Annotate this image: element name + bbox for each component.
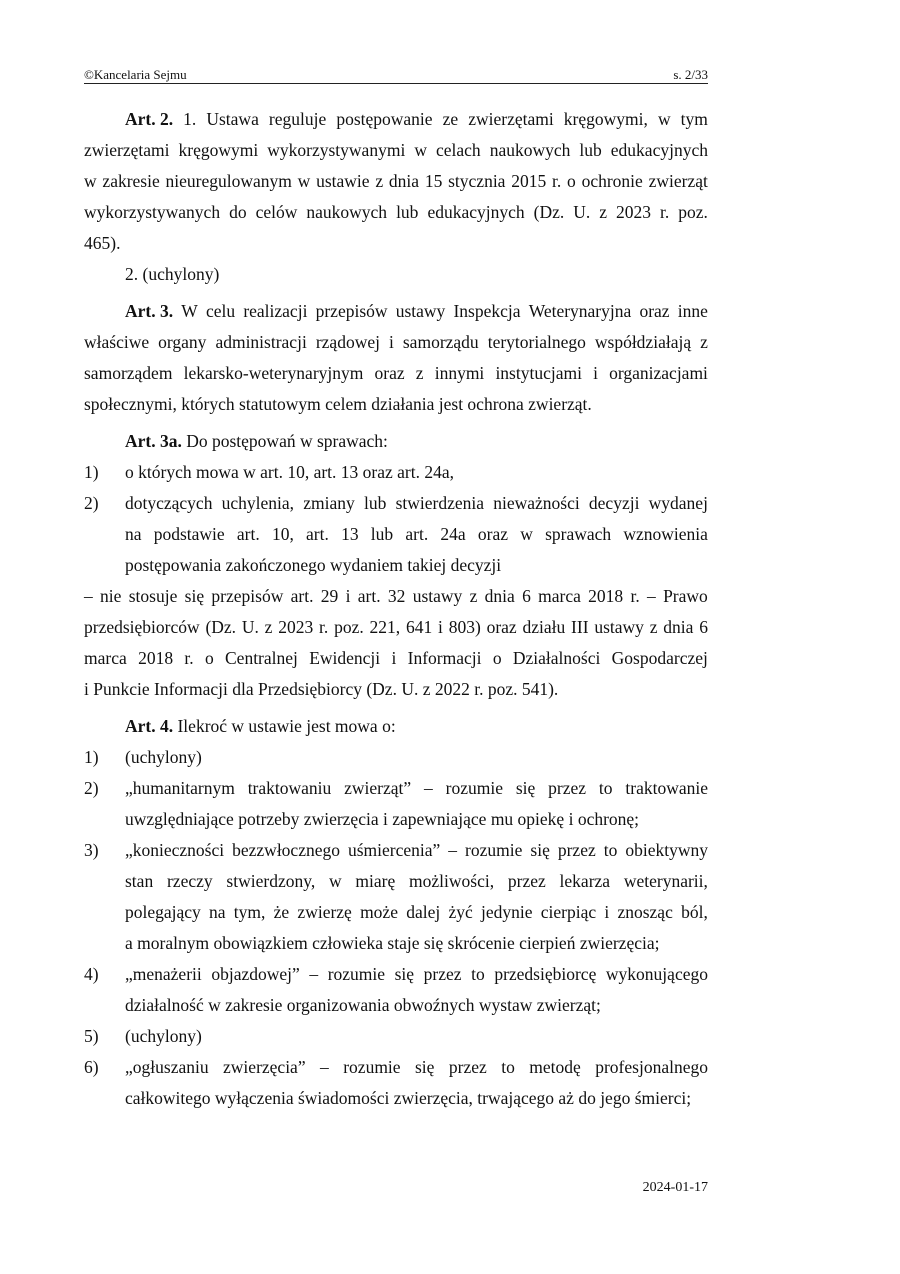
article-3a-intro: Art. 3a. Do postępowań w sprawach: bbox=[125, 431, 388, 451]
list-item: 6) „ogłuszaniu zwierzęcia” – rozumie się przez to metodę profesjonalnego bbox=[84, 1057, 708, 1077]
header-source: ©Kancelaria Sejmu bbox=[84, 67, 187, 82]
article-3a-closing-line: marca 2018 r. o Centralnej Ewidencji i Informacji o Działalności Gospodarczej bbox=[84, 648, 708, 668]
article-4-intro: Art. 4. Ilekroć w ustawie jest mowa o: bbox=[125, 716, 396, 736]
article-3a-closing-line: – nie stosuje się przepisów art. 29 i art. 32 ustawy z dnia 6 marca 2018 r. – Prawo bbox=[84, 586, 708, 606]
list-item-line: postępowania zakończonego wydaniem takiej decyzji bbox=[125, 555, 502, 575]
article-heading: Art. 3. bbox=[125, 301, 174, 321]
article-4 bbox=[84, 711, 708, 1114]
list-item-line: polegający na tym, że zwierzę może dalej żyć jedynie cierpiąc i znosząc ból, bbox=[125, 902, 708, 922]
article-heading: Art. 4. bbox=[125, 716, 174, 736]
article-3 bbox=[84, 296, 708, 420]
list-item: 1) (uchylony) bbox=[84, 747, 202, 767]
article-2-line: zwierzętami kręgowymi wykorzystywanymi w celach naukowych lub edukacyjnych bbox=[84, 140, 708, 160]
list-item-line: stan rzeczy stwierdzony, w miarę możliwości, przez lekarza weterynarii, bbox=[125, 871, 708, 891]
article-2-line: w zakresie nieuregulowanym w ustawie z dnia 15 stycznia 2015 r. o ochronie zwierząt bbox=[84, 171, 708, 191]
article-heading: Art. 3a. bbox=[125, 431, 182, 451]
article-2 bbox=[84, 104, 708, 290]
header-page-number: s. 2/33 bbox=[673, 67, 708, 82]
list-item-line: na podstawie art. 10, art. 13 lub art. 24a oraz w sprawach wznowienia bbox=[125, 524, 708, 544]
article-3-line: samorządem lekarsko-weterynaryjnym oraz z innymi instytucjami i organizacjami bbox=[84, 363, 708, 383]
list-item: 3) „konieczności bezzwłocznego uśmiercenia” – rozumie się przez to obiektywny bbox=[84, 840, 708, 860]
list-item: 2) dotyczących uchylenia, zmiany lub stwierdzenia nieważności decyzji wydanej bbox=[84, 493, 708, 513]
article-3-line: właściwe organy administracji rządowej i samorządu terytorialnego współdziałają z bbox=[84, 332, 708, 352]
list-item-line: uwzględniające potrzeby zwierzęcia i zapewniające mu opiekę i ochronę; bbox=[125, 809, 640, 829]
article-3a-closing-line: przedsiębiorców (Dz. U. z 2023 r. poz. 221, 641 i 803) oraz działu III ustawy z dnia 6 bbox=[84, 617, 708, 637]
article-3-line: Art. 3. W celu realizacji przepisów ustawy Inspekcja Weterynaryjna oraz inne bbox=[84, 296, 708, 327]
article-3a bbox=[84, 426, 708, 705]
list-item: 2) „humanitarnym traktowaniu zwierząt” – rozumie się przez to traktowanie bbox=[84, 778, 708, 798]
page-footer-date: 2024-01-17 bbox=[642, 1180, 708, 1195]
article-3a-closing-line: i Punkcie Informacji dla Przedsiębiorcy (Dz. U. z 2022 r. poz. 541). bbox=[84, 679, 559, 699]
article-2-line: 465). bbox=[84, 233, 121, 253]
article-2-paragraph-2: 2. (uchylony) bbox=[125, 264, 220, 284]
list-item-line: działalność w zakresie organizowania obwoźnych wystaw zwierząt; bbox=[125, 995, 601, 1015]
article-3-line: społecznymi, których statutowym celem działania jest ochrona zwierząt. bbox=[84, 394, 592, 414]
document-body bbox=[84, 104, 708, 1114]
list-item: 4) „menażerii objazdowej” – rozumie się przez to przedsiębiorcę wykonującego bbox=[84, 964, 708, 984]
article-heading: Art. 2. bbox=[125, 109, 174, 129]
list-item: 5) (uchylony) bbox=[84, 1026, 202, 1046]
article-2-line: wykorzystywanych do celów naukowych lub edukacyjnych (Dz. U. z 2023 r. poz. bbox=[84, 202, 708, 222]
list-item-line: a moralnym obowiązkiem człowieka staje się skrócenie cierpień zwierzęcia; bbox=[125, 933, 660, 953]
article-2-line: Art. 2. 1. Ustawa reguluje postępowanie ze zwierzętami kręgowymi, w tym bbox=[84, 104, 708, 135]
list-item-line: całkowitego wyłączenia świadomości zwierzęcia, trwającego aż do jego śmierci; bbox=[125, 1088, 692, 1108]
page-header bbox=[84, 66, 708, 84]
list-item: 1) o których mowa w art. 10, art. 13 oraz art. 24a, bbox=[84, 462, 454, 482]
